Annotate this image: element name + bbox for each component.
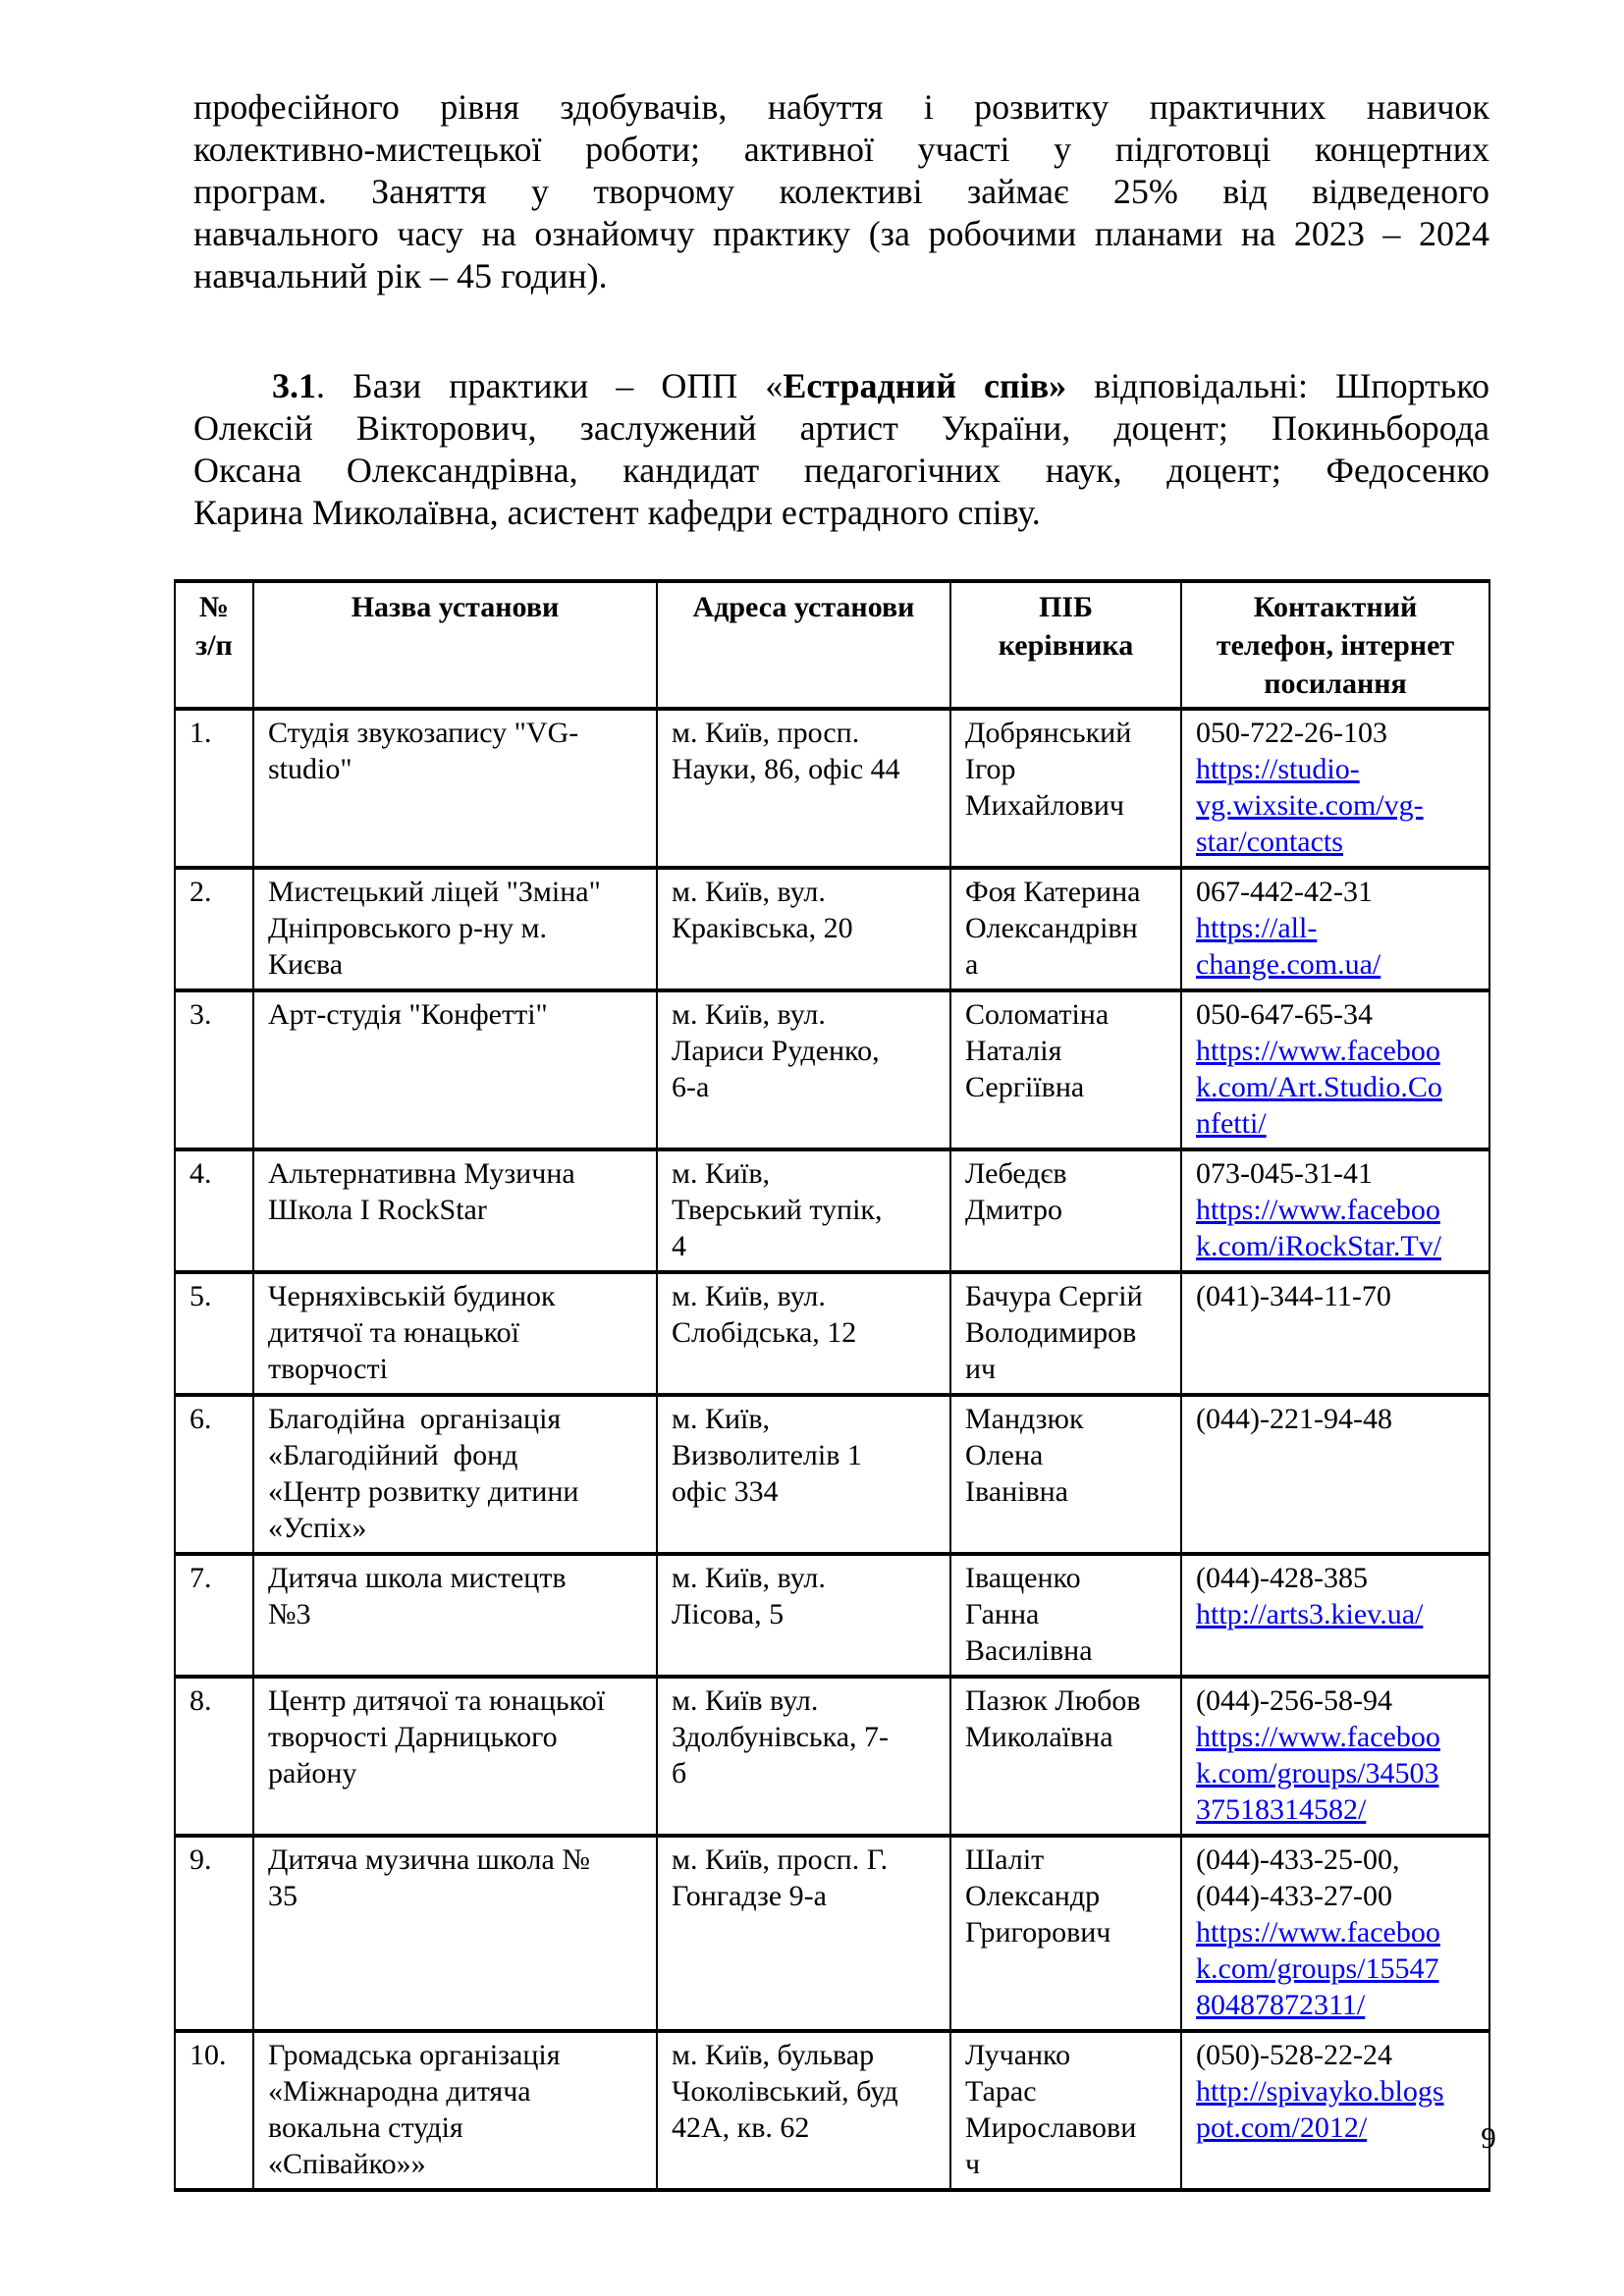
external-link[interactable]: https://www.faceboo [1196, 1721, 1440, 1753]
cell-line: м. Київ, вул. [672, 998, 826, 1031]
header-line: з/п [195, 629, 233, 662]
cell-director [950, 1395, 1181, 1554]
cell-line: Добрянський [965, 717, 1132, 749]
cell-director [950, 709, 1181, 868]
table-row [175, 1272, 1489, 1395]
header-line: Контактний [1253, 591, 1418, 623]
cell-address [657, 1554, 950, 1677]
table-row [175, 868, 1489, 990]
cell-line: Мандзюк [965, 1403, 1084, 1435]
cell-line: Гонгадзе 9-а [672, 1880, 827, 1912]
cell-line: Мистецький ліцей "Зміна" [268, 876, 601, 908]
cell-director [950, 990, 1181, 1149]
paragraph-section-3-1 [193, 365, 1489, 534]
external-link[interactable]: k.com/groups/34503 [1196, 1757, 1439, 1789]
external-link[interactable]: 80487872311/ [1196, 1989, 1366, 2021]
cell-director [950, 1554, 1181, 1677]
cell-address [657, 1836, 950, 2031]
cell-line: 35 [268, 1880, 298, 1912]
cell-contact [1181, 1149, 1489, 1272]
cell-num [175, 1272, 253, 1395]
cell-line: Визволителів 1 [672, 1439, 862, 1471]
cell-line: Здолбунівська, 7- [672, 1721, 890, 1753]
cell-line: Григорович [965, 1916, 1111, 1949]
cell-line: Ігор [965, 753, 1016, 785]
cell-line: Олександр [965, 1880, 1101, 1912]
cell-line: м. Київ, просп. [672, 717, 860, 749]
cell-line: Ганна [965, 1598, 1040, 1630]
paragraph-line [193, 171, 1489, 213]
cell-director [950, 1272, 1181, 1395]
table-row [175, 2031, 1489, 2190]
cell-line: вокальна студія [268, 2111, 463, 2144]
cell-line: Василівна [965, 1634, 1093, 1667]
cell-line: дитячої та юнацької [268, 1316, 519, 1349]
cell-line: Дмитро [965, 1194, 1062, 1226]
cell-line: м. Київ, [672, 1403, 771, 1435]
cell-line: Мирославови [965, 2111, 1137, 2144]
cell-line: Благодійна організація [268, 1403, 562, 1435]
cell-line: Іванівна [965, 1475, 1068, 1508]
cell-line: Науки, 86, офіс 44 [672, 753, 900, 785]
cell-num [175, 1554, 253, 1677]
cell-contact [1181, 1554, 1489, 1677]
paragraph-line [193, 129, 1489, 171]
table-row [175, 1554, 1489, 1677]
cell-line: м. Київ, [672, 1157, 771, 1190]
paragraph-line [193, 365, 1489, 407]
cell-line: Дитяча школа мистецтв [268, 1562, 567, 1594]
cell-line: «Благодійний фонд [268, 1439, 518, 1471]
cell-line: Слобідська, 12 [672, 1316, 857, 1349]
cell-line: району [268, 1757, 357, 1789]
paragraph-line [193, 407, 1489, 450]
cell-line: Михайлович [965, 789, 1124, 822]
cell-line: studio" [268, 753, 352, 785]
text-run: програм. Заняття у творчому колективі займає 25% від відведеного [193, 172, 1489, 211]
cell-director [950, 1836, 1181, 2031]
cell-line: Лісова, 5 [672, 1598, 785, 1630]
cell-num [175, 1149, 253, 1272]
phone-number: (044)-433-25-00, [1196, 1843, 1400, 1876]
cell-line: Тарас [965, 2075, 1037, 2108]
cell-line: «Міжнародна дитяча [268, 2075, 531, 2108]
phone-number: 073-045-31-41 [1196, 1157, 1373, 1190]
cell-line: Олександрівн [965, 912, 1138, 944]
cell-line: творчості Дарницького [268, 1721, 558, 1753]
external-link[interactable]: k.com/Art.Studio.Co [1196, 1071, 1442, 1103]
header-line: Назва установи [351, 591, 560, 623]
cell-num [175, 2031, 253, 2190]
phone-number: (044)-428-385 [1196, 1562, 1368, 1594]
cell-contact [1181, 1836, 1489, 2031]
cell-line: 42А, кв. 62 [672, 2111, 810, 2144]
cell-line: Дитяча музична школа № [268, 1843, 590, 1876]
row-number: 3. [189, 998, 212, 1031]
cell-line: Чоколівський, буд [672, 2075, 898, 2108]
cell-line: м. Київ вул. [672, 1684, 819, 1717]
cell-director [950, 1677, 1181, 1836]
text-run: Олексій Вікторович, заслужений артист України, доцент; Покиньборода [193, 408, 1489, 448]
external-link[interactable]: k.com/groups/15547 [1196, 1952, 1439, 1985]
cell-num [175, 1677, 253, 1836]
row-number: 4. [189, 1157, 212, 1190]
cell-num [175, 1836, 253, 2031]
cell-num [175, 990, 253, 1149]
phone-number: (044)-221-94-48 [1196, 1403, 1392, 1435]
cell-line: «Центр розвитку дитини [268, 1475, 579, 1508]
cell-address [657, 990, 950, 1149]
bold-text-run: 3.1 [272, 366, 316, 405]
cell-line: м. Київ, вул. [672, 876, 826, 908]
row-number: 6. [189, 1403, 212, 1435]
external-link[interactable]: pot.com/2012/ [1196, 2111, 1368, 2144]
phone-number: (044)-433-27-00 [1196, 1880, 1392, 1912]
cell-address [657, 868, 950, 990]
cell-address [657, 709, 950, 868]
cell-contact [1181, 1272, 1489, 1395]
table-row [175, 1677, 1489, 1836]
cell-num [175, 868, 253, 990]
cell-line: Миколаївна [965, 1721, 1113, 1753]
cell-line: Громадська організація [268, 2039, 561, 2071]
cell-name [253, 1677, 657, 1836]
external-link[interactable]: https://studio- [1196, 753, 1360, 785]
cell-line: Тверський тупік, [672, 1194, 883, 1226]
cell-contact [1181, 1395, 1489, 1554]
cell-line: Пазюк Любов [965, 1684, 1141, 1717]
cell-line: «Співайко»» [268, 2148, 426, 2180]
external-link[interactable]: http://spivayko.blogs [1196, 2075, 1444, 2108]
cell-line: Києва [268, 948, 344, 981]
header-line: посилання [1264, 667, 1407, 700]
cell-contact [1181, 990, 1489, 1149]
row-number: 2. [189, 876, 212, 908]
phone-number: 050-722-26-103 [1196, 717, 1387, 749]
table-header-row [175, 581, 1489, 709]
table-row [175, 990, 1489, 1149]
cell-line: м. Київ, просп. Г. [672, 1843, 889, 1876]
cell-line: Лебедєв [965, 1157, 1067, 1190]
paragraph-line [193, 255, 1489, 297]
row-number: 8. [189, 1684, 212, 1717]
header-line: ПІБ [1039, 591, 1093, 623]
table-row [175, 709, 1489, 868]
cell-line: м. Київ, вул. [672, 1280, 826, 1312]
cell-address [657, 2031, 950, 2190]
page-number: 9 [1481, 2120, 1496, 2155]
text-run: Оксана Олександрівна, кандидат педагогічних наук, доцент; Федосенко [193, 451, 1489, 490]
row-number: 10. [189, 2039, 227, 2071]
cell-line: м. Київ, вул. [672, 1562, 826, 1594]
cell-name [253, 1554, 657, 1677]
external-link[interactable]: https://www.faceboo [1196, 1194, 1440, 1226]
cell-num [175, 1395, 253, 1554]
cell-num [175, 709, 253, 868]
cell-name [253, 1149, 657, 1272]
cell-name [253, 868, 657, 990]
external-link[interactable]: k.com/iRockStar.Tv/ [1196, 1230, 1441, 1262]
cell-name [253, 1836, 657, 2031]
cell-name [253, 2031, 657, 2190]
external-link[interactable]: 37518314582/ [1196, 1793, 1367, 1826]
external-link[interactable]: star/contacts [1196, 826, 1343, 858]
table-body [175, 709, 1489, 2190]
cell-line: 6-а [672, 1071, 710, 1103]
cell-director [950, 868, 1181, 990]
phone-number: 050-647-65-34 [1196, 998, 1373, 1031]
header-line: № [198, 591, 230, 623]
cell-line: Бачура Сергій [965, 1280, 1143, 1312]
practice-bases-table [174, 579, 1490, 2192]
external-link[interactable]: change.com.ua/ [1196, 948, 1381, 981]
cell-line: Студія звукозапису "VG- [268, 717, 579, 749]
cell-address [657, 1149, 950, 1272]
cell-line: Школа I RockStar [268, 1194, 487, 1226]
cell-line: Фоя Катерина [965, 876, 1141, 908]
external-link[interactable]: nfetti/ [1196, 1107, 1267, 1140]
col-header-director [950, 581, 1181, 709]
row-number: 7. [189, 1562, 212, 1594]
cell-contact [1181, 709, 1489, 868]
external-link[interactable]: https://www.faceboo [1196, 1916, 1440, 1949]
phone-number: 067-442-42-31 [1196, 876, 1373, 908]
cell-line: Лучанко [965, 2039, 1071, 2071]
col-header-name [253, 581, 657, 709]
cell-contact [1181, 2031, 1489, 2190]
row-number: 9. [189, 1843, 212, 1876]
text-run: навчальний рік – 45 годин). [193, 256, 608, 295]
text-run: Карина Миколаївна, асистент кафедри естрадного співу. [193, 493, 1041, 532]
table-row [175, 1836, 1489, 2031]
cell-line: Володимиров [965, 1316, 1137, 1349]
cell-name [253, 1395, 657, 1554]
table-row [175, 1149, 1489, 1272]
cell-contact [1181, 868, 1489, 990]
header-line: керівника [998, 629, 1134, 662]
cell-line: ич [965, 1353, 997, 1385]
cell-line: №3 [268, 1598, 311, 1630]
phone-number: (044)-256-58-94 [1196, 1684, 1392, 1717]
cell-line: ч [965, 2148, 981, 2180]
cell-line: 4 [672, 1230, 686, 1262]
paragraph-intro [193, 86, 1489, 297]
cell-line: м. Київ, бульвар [672, 2039, 875, 2071]
paragraph-line [193, 213, 1489, 255]
cell-line: Олена [965, 1439, 1044, 1471]
col-header-address [657, 581, 950, 709]
cell-line: Краківська, 20 [672, 912, 853, 944]
cell-address [657, 1272, 950, 1395]
cell-line: б [672, 1757, 687, 1789]
cell-line: творчості [268, 1353, 388, 1385]
cell-line: Дніпровського р-ну м. [268, 912, 548, 944]
cell-address [657, 1395, 950, 1554]
cell-line: а [965, 948, 979, 981]
cell-contact [1181, 1677, 1489, 1836]
external-link[interactable]: http://arts3.kiev.ua/ [1196, 1598, 1424, 1630]
paragraph-line [193, 492, 1489, 534]
cell-name [253, 1272, 657, 1395]
text-run: колективно-мистецької роботи; активної участі у підготовці концертних [193, 130, 1489, 169]
external-link[interactable]: vg.wixsite.com/vg- [1196, 789, 1424, 822]
cell-line: «Успіх» [268, 1512, 367, 1544]
external-link[interactable]: https://all- [1196, 912, 1318, 944]
cell-director [950, 1149, 1181, 1272]
col-header-num [175, 581, 253, 709]
header-line: телефон, інтернет [1216, 629, 1455, 662]
phone-number: (050)-528-22-24 [1196, 2039, 1392, 2071]
external-link[interactable]: https://www.faceboo [1196, 1035, 1440, 1067]
bold-text-run: Естрадний спів» [783, 366, 1067, 405]
row-number: 1. [189, 717, 212, 749]
cell-line: Черняхівській будинок [268, 1280, 556, 1312]
cell-line: Іващенко [965, 1562, 1081, 1594]
cell-name [253, 709, 657, 868]
table-row [175, 1395, 1489, 1554]
cell-line: Арт-студія "Конфетті" [268, 998, 548, 1031]
cell-line: Альтернативна Музична [268, 1157, 575, 1190]
cell-line: Сергіївна [965, 1071, 1085, 1103]
cell-address [657, 1677, 950, 1836]
text-run: відповідальні: Шпортько [1066, 366, 1489, 405]
cell-line: Наталія [965, 1035, 1062, 1067]
cell-line: Соломатіна [965, 998, 1110, 1031]
cell-line: Лариси Руденко, [672, 1035, 880, 1067]
text-run: . Бази практики – ОПП « [316, 366, 784, 405]
text-run: навчального часу на ознайомчу практику (за робочими планами на 2023 – 2024 [193, 214, 1489, 253]
text-run: професійного рівня здобувачів, набуття і розвитку практичних навичок [193, 87, 1489, 127]
paragraph-line [193, 450, 1489, 492]
cell-line: Шаліт [965, 1843, 1045, 1876]
cell-name [253, 990, 657, 1149]
cell-line: офіс 334 [672, 1475, 779, 1508]
paragraph-line [193, 86, 1489, 129]
header-line: Адреса установи [692, 591, 915, 623]
cell-director [950, 2031, 1181, 2190]
row-number: 5. [189, 1280, 212, 1312]
col-header-contact [1181, 581, 1489, 709]
phone-number: (041)-344-11-70 [1196, 1280, 1391, 1312]
cell-line: Центр дитячої та юнацької [268, 1684, 605, 1717]
